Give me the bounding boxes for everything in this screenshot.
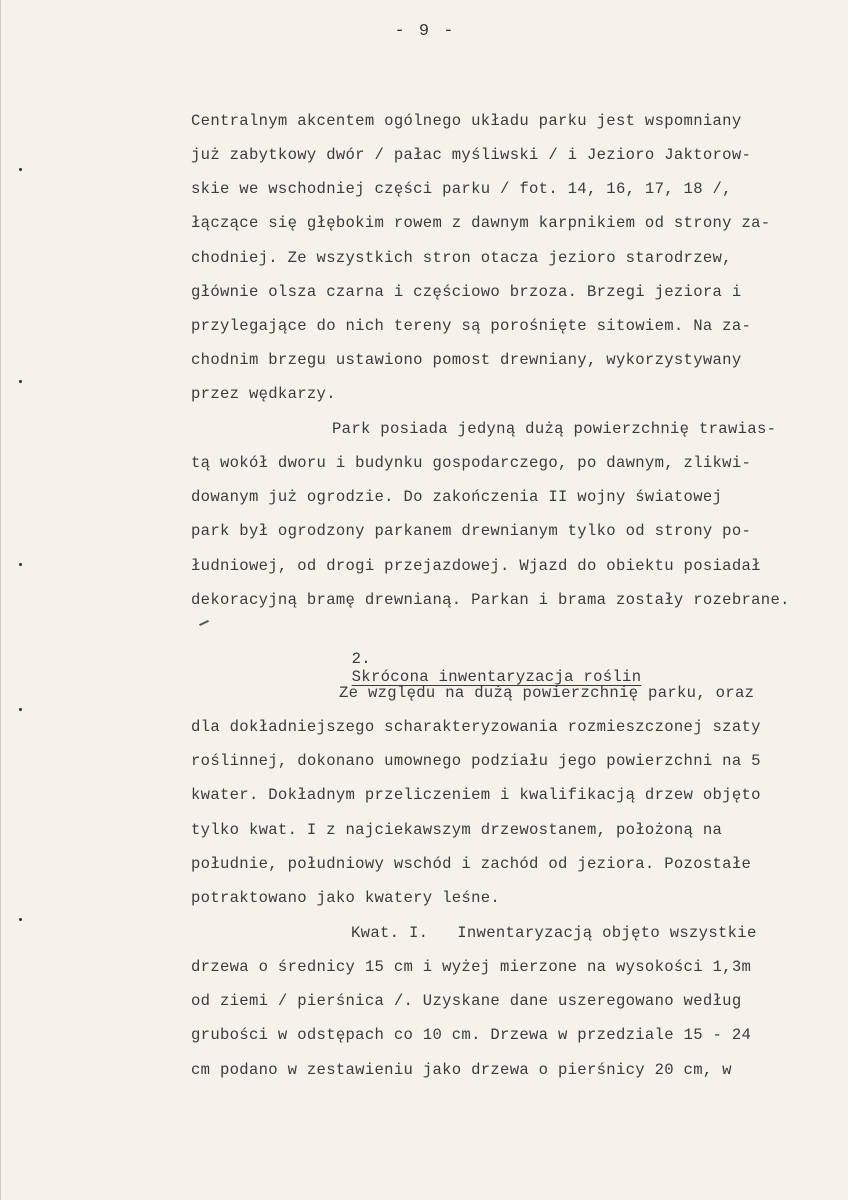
text-line: park był ogrodzony parkanem drewnianym tylko od strony po-: [191, 522, 752, 540]
text-line: Centralnym akcentem ogólnego układu parku jest wspomniany: [191, 112, 742, 130]
text-line: łudniowej, od drogi przejazdowej. Wjazd do obiektu posiadał: [191, 557, 761, 575]
text-line: przez wędkarzy.: [191, 385, 336, 403]
text-line: chodniej. Ze wszystkich stron otacza jezioro starodrzew,: [191, 249, 732, 267]
text-line: roślinnej, dokonano umownego podziału jego powierzchni na 5: [191, 752, 761, 770]
section-title: Skrócona inwentaryzacja roślin: [351, 668, 642, 686]
text-line: Park posiada jedyną dużą powierzchnię trawias-: [332, 420, 777, 438]
text-line: przylegające do nich tereny są porośnięte sitowiem. Na za-: [191, 317, 752, 335]
text-line: skie we wschodniej części parku / fot. 14, 16, 17, 18 /,: [191, 180, 732, 198]
text-line: chodnim brzegu ustawiono pomost drewniany, wykorzystywany: [191, 351, 742, 369]
text-line: dla dokładniejszego scharakteryzowania rozmieszczonej szaty: [191, 718, 761, 736]
margin-mark: [19, 380, 22, 383]
margin-mark: [19, 918, 22, 921]
text-line: Kwat. I. Inwentaryzacją objęto wszystkie: [351, 924, 757, 942]
text-line: tą wokół dworu i budynku gospodarczego, po dawnym, zlikwi-: [191, 454, 752, 472]
text-line: dekoracyjną bramę drewnianą. Parkan i brama zostały rozebrane.: [191, 591, 790, 609]
text-line: południe, południowy wschód i zachód od jeziora. Pozostałe: [191, 855, 752, 873]
text-line: potraktowano jako kwatery leśne.: [191, 889, 501, 907]
margin-mark: [19, 708, 22, 711]
section-number: 2.: [351, 650, 371, 668]
margin-mark: [19, 563, 22, 566]
text-line: Ze względu na dużą powierzchnię parku, oraz: [339, 684, 755, 702]
text-line: grubości w odstępach co 10 cm. Drzewa w przedziale 15 - 24: [191, 1026, 752, 1044]
text-line: drzewa o średnicy 15 cm i wyżej mierzone na wysokości 1,3m: [191, 958, 752, 976]
text-line: kwater. Dokładnym przeliczeniem i kwalifikacją drzew objęto: [191, 786, 761, 804]
margin-mark: [19, 168, 22, 171]
text-line: łączące się głębokim rowem z dawnym karpnikiem od strony za-: [191, 214, 771, 232]
pen-mark: [199, 620, 209, 626]
page-number: - 9 -: [394, 22, 456, 41]
text-line: od ziemi / pierśnica /. Uzyskane dane uszeregowano według: [191, 992, 742, 1010]
text-line: głównie olsza czarna i częściowo brzoza. Brzegi jeziora i: [191, 283, 742, 301]
text-line: tylko kwat. I z najciekawszym drzewostanem, położoną na: [191, 821, 723, 839]
text-line: dowanym już ogrodzie. Do zakończenia II wojny światowej: [191, 488, 723, 506]
text-line: już zabytkowy dwór / pałac myśliwski / i Jezioro Jaktorow-: [191, 146, 752, 164]
text-line: cm podano w zestawieniu jako drzewa o pierśnicy 20 cm, w: [191, 1061, 732, 1079]
